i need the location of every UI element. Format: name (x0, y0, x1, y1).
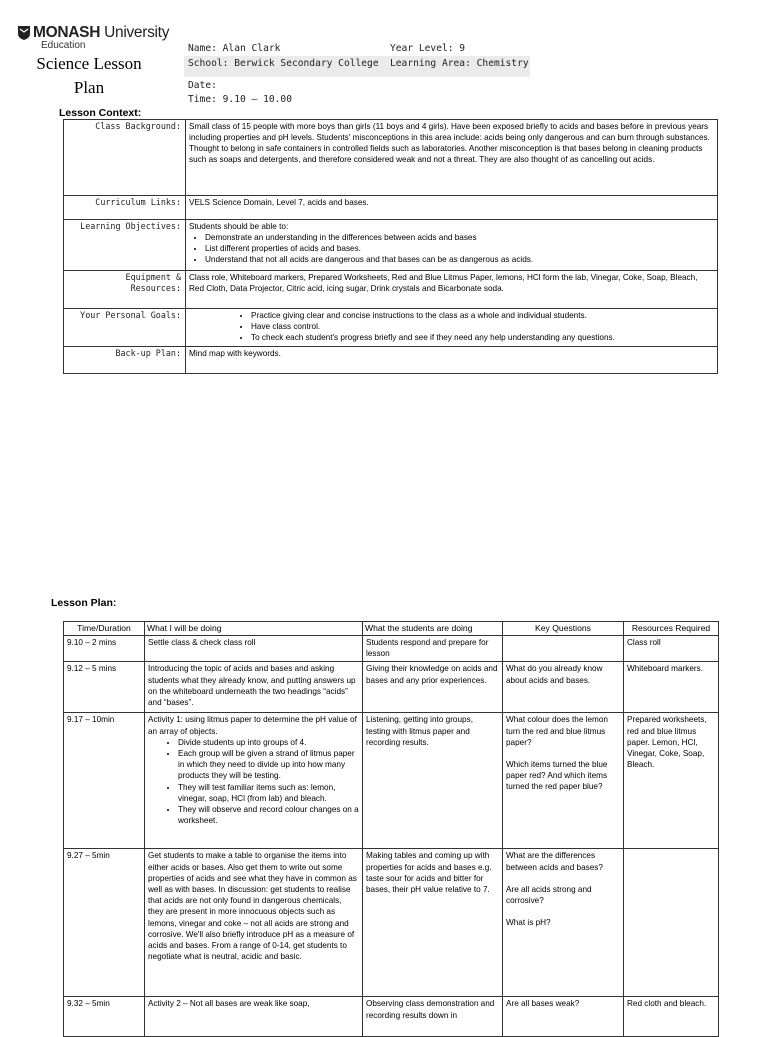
lesson-plan-table (63, 621, 719, 1037)
backup-plan-label: Back-up Plan: (64, 347, 186, 374)
personal-goals-row (64, 309, 718, 347)
equipment-row (64, 271, 718, 309)
students-cell: Observing class demonstration and recording results down in (363, 997, 503, 1037)
learning-objectives-list (189, 232, 714, 265)
column-header-time: Time/Duration (64, 622, 145, 636)
class-background-label: Class Background: (64, 120, 186, 196)
questions-cell (503, 636, 624, 662)
students-cell: Making tables and coming up with properties for acids and bases e.g. taste sour for acids and bitter for bases, their pH value relative to 7. (363, 849, 503, 997)
curriculum-links-label: Curriculum Links: (64, 196, 186, 220)
list-item: • List different properties of acids and bases. (205, 243, 714, 254)
time-cell: 9.12 – 5 mins (64, 662, 145, 713)
learning-area: Learning Area: Chemistry (390, 58, 529, 69)
teacher-cell: Settle class & check class roll (145, 636, 363, 662)
time-cell: 9.17 – 10min (64, 713, 145, 849)
teacher-cell: Activity 2 – Not all bases are weak like soap, (145, 997, 363, 1037)
resources-cell: Red cloth and bleach. (624, 997, 719, 1037)
resources-cell: Whiteboard markers. (624, 662, 719, 713)
year-level: Year Level: 9 (390, 43, 466, 54)
teacher-cell: Introducing the topic of acids and bases and asking students what they already know, and putting answers up on the whiteboard underneath the two headings “acids” and “bases”. (145, 662, 363, 713)
teacher-name: Name: Alan Clark (188, 43, 281, 54)
students-cell: Giving their knowledge on acids and bases and any prior experiences. (363, 662, 503, 713)
class-background-text: Small class of 15 people with more boys than girls (11 boys and 4 girls). Have been exposed briefly to acids and bases before in previous years including properties and pH levels. Students' misconceptions in this area include: acids being only dangerous and can burn through substances. Thought to belong in safe containers in controlled fields such as laboratories. Another misconception is that bases belong in cleaning products such as soaps and detergents, and therefore considered weak and not a threat. They are also thought of as cancelling out acids. (186, 120, 718, 196)
equipment-text: Class role, Whiteboard markers, Prepared Worksheets, Red and Blue Litmus Paper, lemons, HCl form the lab, Vinegar, Coke, Soap, Bleach, Red Cloth, Data Projector, Citric acid, icing sugar, Drink crystals and Bicarbonate soda. (186, 271, 718, 309)
teacher-cell: Get students to make a table to organise the items into either acids or bases. Also get them to write out some properties of acids and see what they have in common as well as with bases. In discussion: get students to realise that acids are not only found in dangerous chemicals, they are present in more innocuous objects such as lemons, vinegar and coke – not all acids are strong and corrosive. We'll also briefly introduce pH as a measure of acids and bases. From a range of 0-14, get students to negotiate what is neutral, acidic and basic. (145, 849, 363, 997)
lesson-plan-heading: Lesson Plan: (51, 597, 117, 609)
brand-subtitle: Education (41, 40, 86, 51)
learning-objectives-row (64, 220, 718, 271)
list-item: • Have class control. (251, 321, 714, 332)
school-name: School: Berwick Secondary College (188, 58, 379, 69)
brand-name: MONASH University (33, 24, 170, 41)
list-item: • They will observe and record colour changes on a worksheet. (178, 804, 359, 826)
backup-plan-row (64, 347, 718, 374)
resources-cell (624, 849, 719, 997)
personal-goals-list (189, 310, 714, 343)
lesson-context-table (63, 119, 718, 374)
list-item: • Divide students up into groups of 4. (178, 737, 359, 748)
table-row (64, 849, 719, 997)
table-header-row (64, 622, 719, 636)
lesson-time: Time: 9.10 – 10.00 (188, 94, 292, 105)
table-row (64, 662, 719, 713)
time-cell: 9.32 – 5min (64, 997, 145, 1037)
questions-cell: Are all bases weak? (503, 997, 624, 1037)
monash-shield-icon (18, 26, 30, 40)
list-item: • Understand that not all acids are dangerous and that bases can be as dangerous as acids. (205, 254, 714, 265)
curriculum-links-text: VELS Science Domain, Level 7, acids and bases. (186, 196, 718, 220)
column-header-questions: Key Questions (503, 622, 624, 636)
questions-cell: What do you already know about acids and bases. (503, 662, 624, 713)
table-row (64, 713, 719, 849)
resources-cell: Class roll (624, 636, 719, 662)
table-row (64, 636, 719, 662)
list-item: • To check each student's progress briefly and see if they need any help understanding any questions. (251, 332, 714, 343)
lesson-date: Date: (188, 80, 217, 91)
list-item: • Each group will be given a strand of litmus paper in which they need to divide up into how many products they will be testing. (178, 748, 359, 782)
equipment-label: Equipment & Resources: (64, 271, 186, 309)
list-item: • Demonstrate an understanding in the differences between acids and bases (205, 232, 714, 243)
activity-steps-list (148, 737, 359, 827)
table-row (64, 997, 719, 1037)
column-header-teacher: What I will be doing (145, 622, 363, 636)
personal-goals-label: Your Personal Goals: (64, 309, 186, 347)
learning-objectives-intro: Students should be able to: (189, 222, 289, 231)
questions-cell: What are the differences between acids and bases? Are all acids strong and corrosive? What is pH? (503, 849, 624, 997)
lesson-context-heading: Lesson Context: (59, 107, 142, 119)
students-cell: Listening, getting into groups, testing with litmus paper and recording results. (363, 713, 503, 849)
page-title: Science Lesson Plan (36, 54, 142, 97)
column-header-resources: Resources Required (624, 622, 719, 636)
time-cell: 9.10 – 2 mins (64, 636, 145, 662)
resources-cell: Prepared worksheets, red and blue litmus paper. Lemon, HCl, Vinegar, Coke, Soap, Bleach. (624, 713, 719, 849)
list-item: • They will test familiar items such as: lemon, vinegar, soap, HCl (from lab) and bleach. (178, 782, 359, 804)
time-cell: 9.27 – 5min (64, 849, 145, 997)
backup-plan-text: Mind map with keywords. (186, 347, 718, 374)
column-header-students: What the students are doing (363, 622, 503, 636)
questions-cell: What colour does the lemon turn the red and blue litmus paper? Which items turned the blue paper red? And which items turned the red paper blue? (503, 713, 624, 849)
students-cell: Students respond and prepare for lesson (363, 636, 503, 662)
learning-objectives-label: Learning Objectives: (64, 220, 186, 271)
class-background-row (64, 120, 718, 196)
curriculum-links-row (64, 196, 718, 220)
list-item: • Practice giving clear and concise instructions to the class as a whole and individual students. (251, 310, 714, 321)
teacher-cell: Activity 1: using litmus paper to determine the pH value of an array of objects. • Divide students up into groups of 4. • Each group will be given a strand of litmus paper in which they need to divide up into how many products they will be testing. • They will test familiar items such as: lemon, vinegar, soap, HCl (from lab) and bleach. • They will observe and record colour changes on a worksheet. (145, 713, 363, 849)
monash-logo (18, 24, 178, 52)
